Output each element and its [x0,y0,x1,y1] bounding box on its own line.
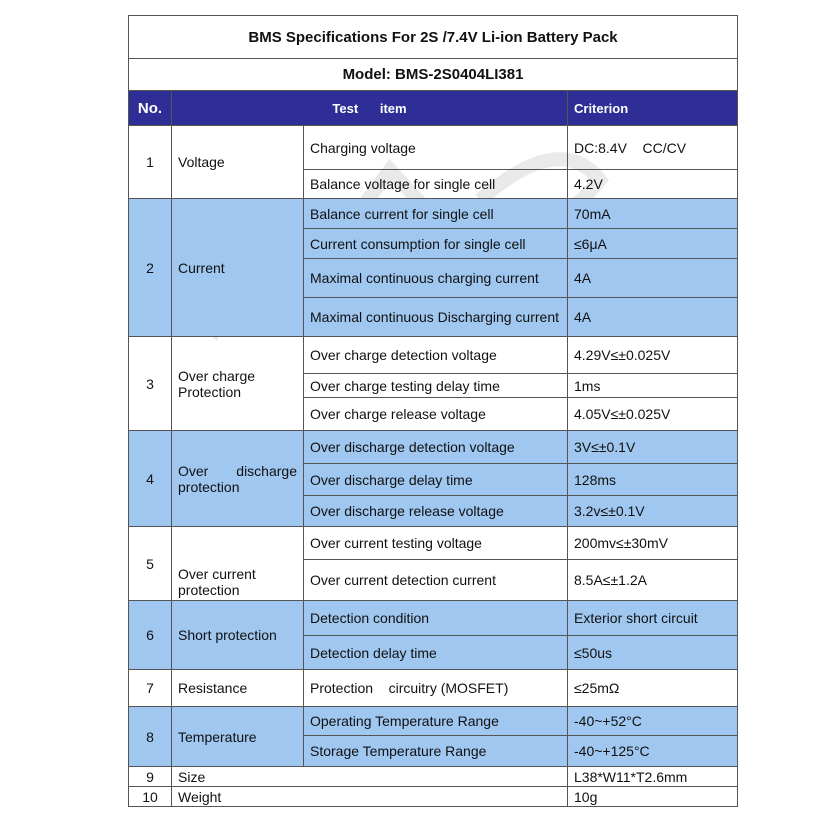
criterion-value: 200mv≤±30mV [568,527,738,560]
criterion-value: 1ms [568,374,738,398]
criterion-value: -40~+125°C [568,736,738,767]
test-category: Temperature [172,707,304,767]
test-item: Over current detection current [304,560,568,601]
criterion-value: 4A [568,259,738,298]
row-number: 3 [129,337,172,431]
criterion-value: L38*W11*T2.6mm [568,767,738,787]
row-number: 7 [129,670,172,707]
criterion-value: -40~+52°C [568,707,738,736]
criterion-value: 4.05V≤±0.025V [568,398,738,431]
test-category: Size [172,767,568,787]
criterion-value: ≤25mΩ [568,670,738,707]
criterion-value: 8.5A≤±1.2A [568,560,738,601]
test-item: Charging voltage [304,126,568,170]
criterion-value: 3.2v≤±0.1V [568,496,738,527]
row-number: 10 [129,787,172,807]
bms-spec-sheet [128,15,737,807]
test-item: Over charge testing delay time [304,374,568,398]
test-category: Over discharge protection [172,431,304,527]
test-category: Resistance [172,670,304,707]
test-item: Over charge release voltage [304,398,568,431]
test-item: Operating Temperature Range [304,707,568,736]
criterion-value: Exterior short circuit [568,601,738,636]
test-item: Over discharge release voltage [304,496,568,527]
test-category: Voltage [172,126,304,199]
row-number: 1 [129,126,172,199]
header-no: No. [129,91,172,126]
criterion-value: ≤6μA [568,229,738,259]
header-test-item: Test item [172,91,568,126]
criterion-value: 70mA [568,199,738,229]
criterion-value: 4.2V [568,170,738,199]
test-item: Balance current for single cell [304,199,568,229]
test-item: Detection condition [304,601,568,636]
test-item: Maximal continuous charging current [304,259,568,298]
criterion-value: 4.29V≤±0.025V [568,337,738,374]
test-category: Over charge Protection [172,337,304,431]
test-item: Current consumption for single cell [304,229,568,259]
model-number: Model: BMS-2S0404LI381 [129,59,738,91]
test-item: Over discharge detection voltage [304,431,568,464]
row-number: 2 [129,199,172,337]
test-category: Short protection [172,601,304,670]
test-item: Protection circuitry (MOSFET) [304,670,568,707]
criterion-value: 10g [568,787,738,807]
sheet-title: BMS Specifications For 2S /7.4V Li-ion Battery Pack [129,16,738,59]
row-number: 8 [129,707,172,767]
test-item: Over charge detection voltage [304,337,568,374]
criterion-value: ≤50us [568,636,738,670]
row-number: 5 [129,527,172,601]
test-item: Balance voltage for single cell [304,170,568,199]
test-item: Over discharge delay time [304,464,568,496]
test-item: Detection delay time [304,636,568,670]
row-number: 9 [129,767,172,787]
criterion-value: 4A [568,298,738,337]
spec-table [128,15,738,807]
criterion-value: 128ms [568,464,738,496]
test-category: Current [172,199,304,337]
test-item: Maximal continuous Discharging current [304,298,568,337]
row-number: 4 [129,431,172,527]
test-category: Over current protection [172,527,304,601]
test-category: Weight [172,787,568,807]
criterion-value: DC:8.4V CC/CV [568,126,738,170]
test-item: Over current testing voltage [304,527,568,560]
header-criterion: Criterion [568,91,738,126]
row-number: 6 [129,601,172,670]
test-item: Storage Temperature Range [304,736,568,767]
criterion-value: 3V≤±0.1V [568,431,738,464]
